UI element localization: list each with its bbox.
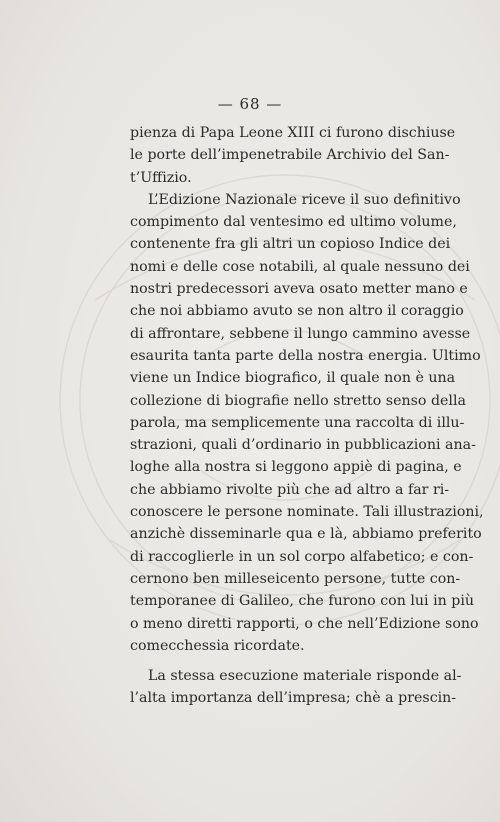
text-line: che abbiamo rivolte più che ad altro a far ri-	[130, 481, 450, 498]
text-line: di affrontare, sebbene il lungo cammino avesse	[130, 325, 471, 342]
text-line: le porte dell’impenetrabile Archivio del San-	[130, 147, 450, 164]
text-line: collezione di biografie nello stretto senso della	[130, 392, 466, 409]
text-line: conoscere le persone nominate. Tali illustrazioni,	[130, 504, 484, 521]
text-line: esaurita tanta parte della nostra energia. Ultimo	[130, 347, 481, 364]
text-line: pienza di Papa Leone XIII ci furono dischiuse	[130, 125, 456, 141]
text-line: di raccoglierle in un sol corpo alfabetico; e con-	[130, 548, 474, 565]
text-line: anzichè disseminarle qua e là, abbiamo preferito	[130, 526, 482, 543]
body-text	[130, 122, 484, 710]
text-line: L’Edizione Nazionale riceve il suo definitivo	[148, 191, 461, 208]
text-line: che noi abbiamo avuto se non altro il coraggio	[130, 303, 464, 320]
text-line: temporanee di Galileo, che furono con lui in più	[130, 593, 475, 610]
text-line: o meno diretti rapporti, o che nell’Edizione sono	[130, 615, 479, 632]
text-line: nostri predecessori aveva osato metter mano e	[130, 281, 468, 298]
text-line: La stessa esecuzione materiale risponde al-	[148, 668, 462, 685]
text-line: comecchessia ricordate.	[130, 637, 305, 654]
text-line: contenente fra gli altri un copioso Indice dei	[130, 236, 451, 253]
page-number: — 68 —	[217, 95, 283, 113]
paragraph-3	[130, 665, 462, 710]
paragraph-2	[130, 189, 484, 657]
text-line: strazioni, quali d’ordinario in pubblicazioni ana-	[130, 437, 476, 454]
text-line: loghe alla nostra si leggono appiè di pagina, e	[130, 459, 462, 476]
paragraph-1	[130, 122, 456, 189]
text-line: viene un Indice biografico, il quale non è una	[130, 370, 456, 387]
text-line: cernono ben milleseicento persone, tutte con-	[130, 570, 461, 587]
text-line: parola, ma semplicemente una raccolta di illu-	[130, 414, 465, 431]
text-line: nomi e delle cose notabili, al quale nessuno dei	[130, 258, 470, 275]
text-line: t’Uffizio.	[130, 169, 192, 186]
text-line: compimento dal ventesimo ed ultimo volume,	[130, 214, 457, 231]
text-line: l’alta importanza dell’impresa; chè a prescin-	[130, 690, 457, 707]
